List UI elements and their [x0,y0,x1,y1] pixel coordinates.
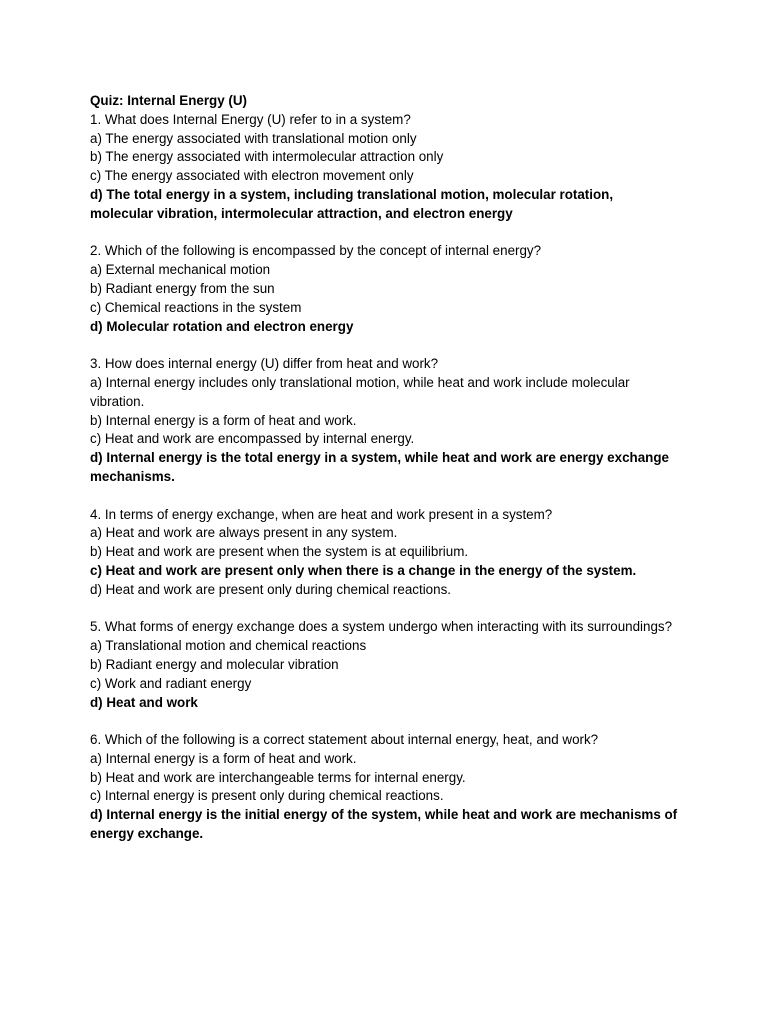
answer-option: a) External mechanical motion [90,262,271,278]
answer-option: b) Radiant energy from the sun [90,280,275,296]
correct-answer-option: d) Internal energy is the total energy in a system, while heat and work are energy exchange mechanisms. [90,450,669,484]
answer-option: b) Internal energy is a form of heat and work. [90,412,357,428]
answer-option: b) Radiant energy and molecular vibration [90,656,339,672]
question-text: 1. What does Internal Energy (U) refer to in a system? [90,111,411,127]
correct-answer-option: c) Heat and work are present only when there is a change in the energy of the system. [90,562,637,578]
correct-answer-option: d) Internal energy is the initial energy of the system, while heat and work are mechanisms of energy exchange. [90,807,678,842]
answer-option: b) Heat and work are interchangeable terms for internal energy. [90,769,466,785]
question-text: 2. Which of the following is encompassed by the concept of internal energy? [90,243,542,259]
answer-option: a) Translational motion and chemical reactions [90,638,367,654]
question-block [90,618,680,712]
correct-answer-option: d) The total energy in a system, including translational motion, molecular rotation, molecular vibration, intermolecular attraction, and electron energy [90,186,614,221]
question-block [90,355,680,487]
answer-option: d) Heat and work are present only during chemical reactions. [90,581,451,597]
question-text: 3. How does internal energy (U) differ from heat and work? [90,356,439,372]
question-list [90,111,680,844]
question-text: 5. What forms of energy exchange does a system undergo when interacting with its surroundings? [90,619,673,635]
answer-option: b) Heat and work are present when the system is at equilibrium. [90,544,469,560]
answer-option: a) Heat and work are always present in any system. [90,525,398,541]
answer-option: b) The energy associated with intermolecular attraction only [90,149,444,165]
quiz-title: Quiz: Internal Energy (U) [90,93,247,108]
quiz-content [90,92,680,844]
question-block [90,506,680,600]
correct-answer-option: d) Heat and work [90,694,198,710]
question-text: 6. Which of the following is a correct statement about internal energy, heat, and work? [90,732,599,748]
question-block [90,111,680,224]
answer-option: a) The energy associated with translational motion only [90,130,417,146]
question-block [90,731,680,844]
question-text: 4. In terms of energy exchange, when are heat and work present in a system? [90,506,553,522]
answer-option: a) Internal energy is a form of heat and work. [90,750,357,766]
answer-option: c) Chemical reactions in the system [90,299,302,315]
question-block [90,242,680,336]
answer-option: c) The energy associated with electron movement only [90,168,414,184]
answer-option: a) Internal energy includes only translational motion, while heat and work include molecular vibration. [90,374,630,409]
correct-answer-option: d) Molecular rotation and electron energy [90,318,354,334]
answer-option: c) Internal energy is present only during chemical reactions. [90,788,444,804]
answer-option: c) Work and radiant energy [90,675,252,691]
answer-option: c) Heat and work are encompassed by internal energy. [90,431,415,447]
